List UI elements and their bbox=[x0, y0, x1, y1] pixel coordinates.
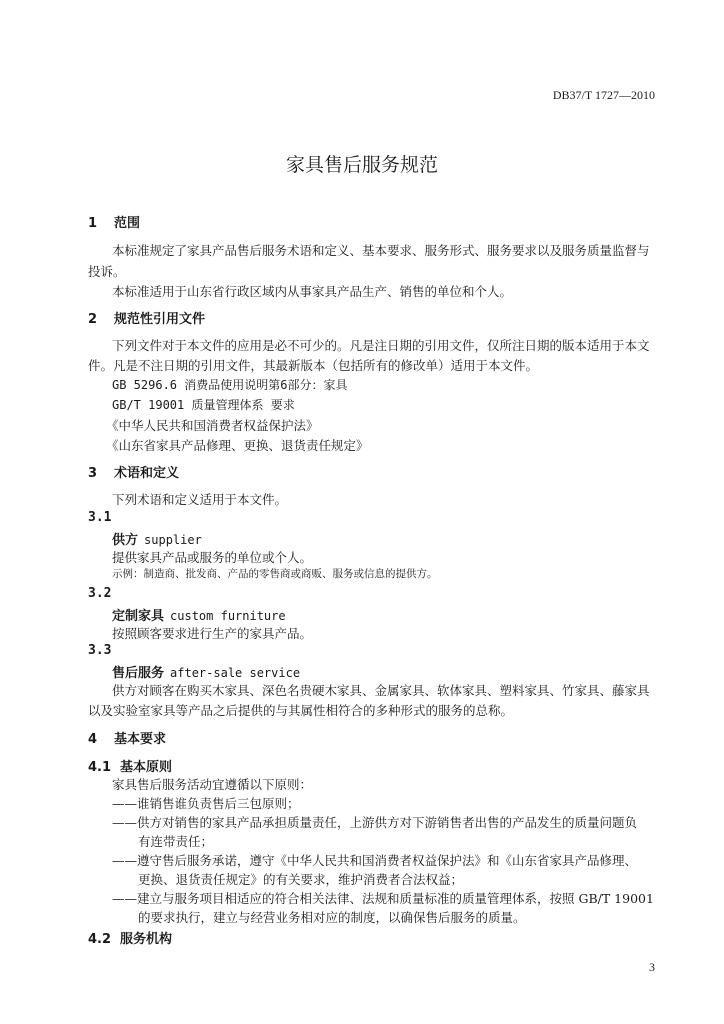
section-title: 基本要求 bbox=[114, 732, 167, 747]
term-definition: 按照顾客要求进行生产的家具产品。 bbox=[112, 626, 313, 641]
section-number: 1 bbox=[88, 216, 98, 231]
document-title: 家具售后服务规范 bbox=[285, 154, 438, 176]
list-item: ——遵守售后服务承诺，遵守《中华人民共和国消费者权益保护法》和《山东省家具产品修理、 bbox=[112, 853, 638, 868]
paragraph-line: 本标准适用于山东省行政区域内从事家具产品生产、销售的单位和个人。 bbox=[112, 284, 513, 299]
standard-code: DB37/T 1727—2010 bbox=[552, 88, 655, 102]
reference-item: 《山东省家具产品修理、更换、退货责任规定》 bbox=[106, 438, 369, 453]
term-zh: 定制家具 bbox=[112, 609, 165, 624]
term-heading bbox=[112, 662, 300, 681]
reference-item: GB 5296.6 消费品使用说明第6部分：家具 bbox=[112, 378, 348, 392]
list-item: ——谁销售谁负责售后三包原则； bbox=[112, 796, 300, 811]
subsection-4-2-heading bbox=[88, 928, 172, 947]
section-number: 3 bbox=[88, 466, 98, 481]
term-definition: 供方对顾客在购买木家具、深色名贵硬木家具、金属家具、软体家具、塑料家具、竹家具、藤家具 bbox=[112, 683, 650, 698]
list-item-continuation: 更换、退货责任规定》的有关要求，维护消费者合法权益； bbox=[138, 872, 464, 887]
subsection-4-1-heading bbox=[88, 756, 172, 775]
section-4-heading bbox=[88, 728, 166, 747]
term-en: after-sale service bbox=[170, 666, 301, 680]
term-note: 示例：制造商、批发商、产品的零售商或商贩、服务或信息的提供方。 bbox=[112, 568, 438, 580]
paragraph-line: 本标准规定了家具产品售后服务术语和定义、基本要求、服务形式、服务要求以及服务质量监督与 bbox=[112, 243, 650, 258]
section-3-heading bbox=[88, 462, 179, 481]
paragraph-line: 下列术语和定义适用于本文件。 bbox=[112, 492, 288, 507]
section-number: 2 bbox=[88, 312, 98, 327]
term-heading bbox=[112, 529, 202, 548]
reference-item: GB/T 19001 质量管理体系 要求 bbox=[112, 398, 295, 412]
list-item-continuation: 有连带责任； bbox=[138, 834, 214, 849]
term-number: 3.1 bbox=[88, 510, 112, 525]
reference-item: 《中华人民共和国消费者权益保护法》 bbox=[106, 418, 319, 433]
term-definition: 提供家具产品或服务的单位或个人。 bbox=[112, 550, 313, 565]
subsection-title: 服务机构 bbox=[120, 932, 173, 947]
term-en: supplier bbox=[144, 533, 202, 547]
section-number: 4 bbox=[88, 732, 98, 747]
subsection-number: 4.2 bbox=[88, 932, 112, 947]
term-number: 3.3 bbox=[88, 643, 112, 658]
section-1-heading bbox=[88, 212, 140, 231]
paragraph-line: 下列文件对于本文件的应用是必不可少的。凡是注日期的引用文件，仅所注日期的版本适用于本文 bbox=[112, 338, 650, 353]
section-title: 规范性引用文件 bbox=[114, 312, 206, 327]
term-zh: 售后服务 bbox=[112, 666, 165, 681]
term-zh: 供方 bbox=[112, 533, 139, 548]
page-number: 3 bbox=[649, 960, 655, 974]
paragraph-line: 家具售后服务活动宜遵循以下原则： bbox=[112, 777, 313, 792]
term-definition: 以及实验室家具等产品之后提供的与其属性相符合的多种形式的服务的总称。 bbox=[88, 703, 514, 718]
paragraph-line: 投诉。 bbox=[88, 264, 126, 279]
subsection-title: 基本原则 bbox=[120, 760, 173, 775]
section-title: 范围 bbox=[114, 216, 141, 231]
list-item: ——建立与服务项目相适应的符合相关法律、法规和质量标准的质量管理体系，按照 GB/T 19001 bbox=[112, 891, 654, 906]
term-number: 3.2 bbox=[88, 586, 112, 601]
list-item-continuation: 的要求执行，建立与经营业务相对应的制度，以确保售后服务的质量。 bbox=[138, 910, 526, 925]
list-item: ——供方对销售的家具产品承担质量责任，上游供方对下游销售者出售的产品发生的质量问题负 bbox=[112, 815, 638, 830]
section-2-heading bbox=[88, 308, 205, 327]
section-title: 术语和定义 bbox=[114, 466, 180, 481]
term-heading bbox=[112, 605, 286, 624]
term-en: custom furniture bbox=[170, 609, 286, 623]
paragraph-line: 件。凡是不注日期的引用文件，其最新版本（包括所有的修改单）适用于本文件。 bbox=[88, 358, 539, 373]
subsection-number: 4.1 bbox=[88, 760, 112, 775]
